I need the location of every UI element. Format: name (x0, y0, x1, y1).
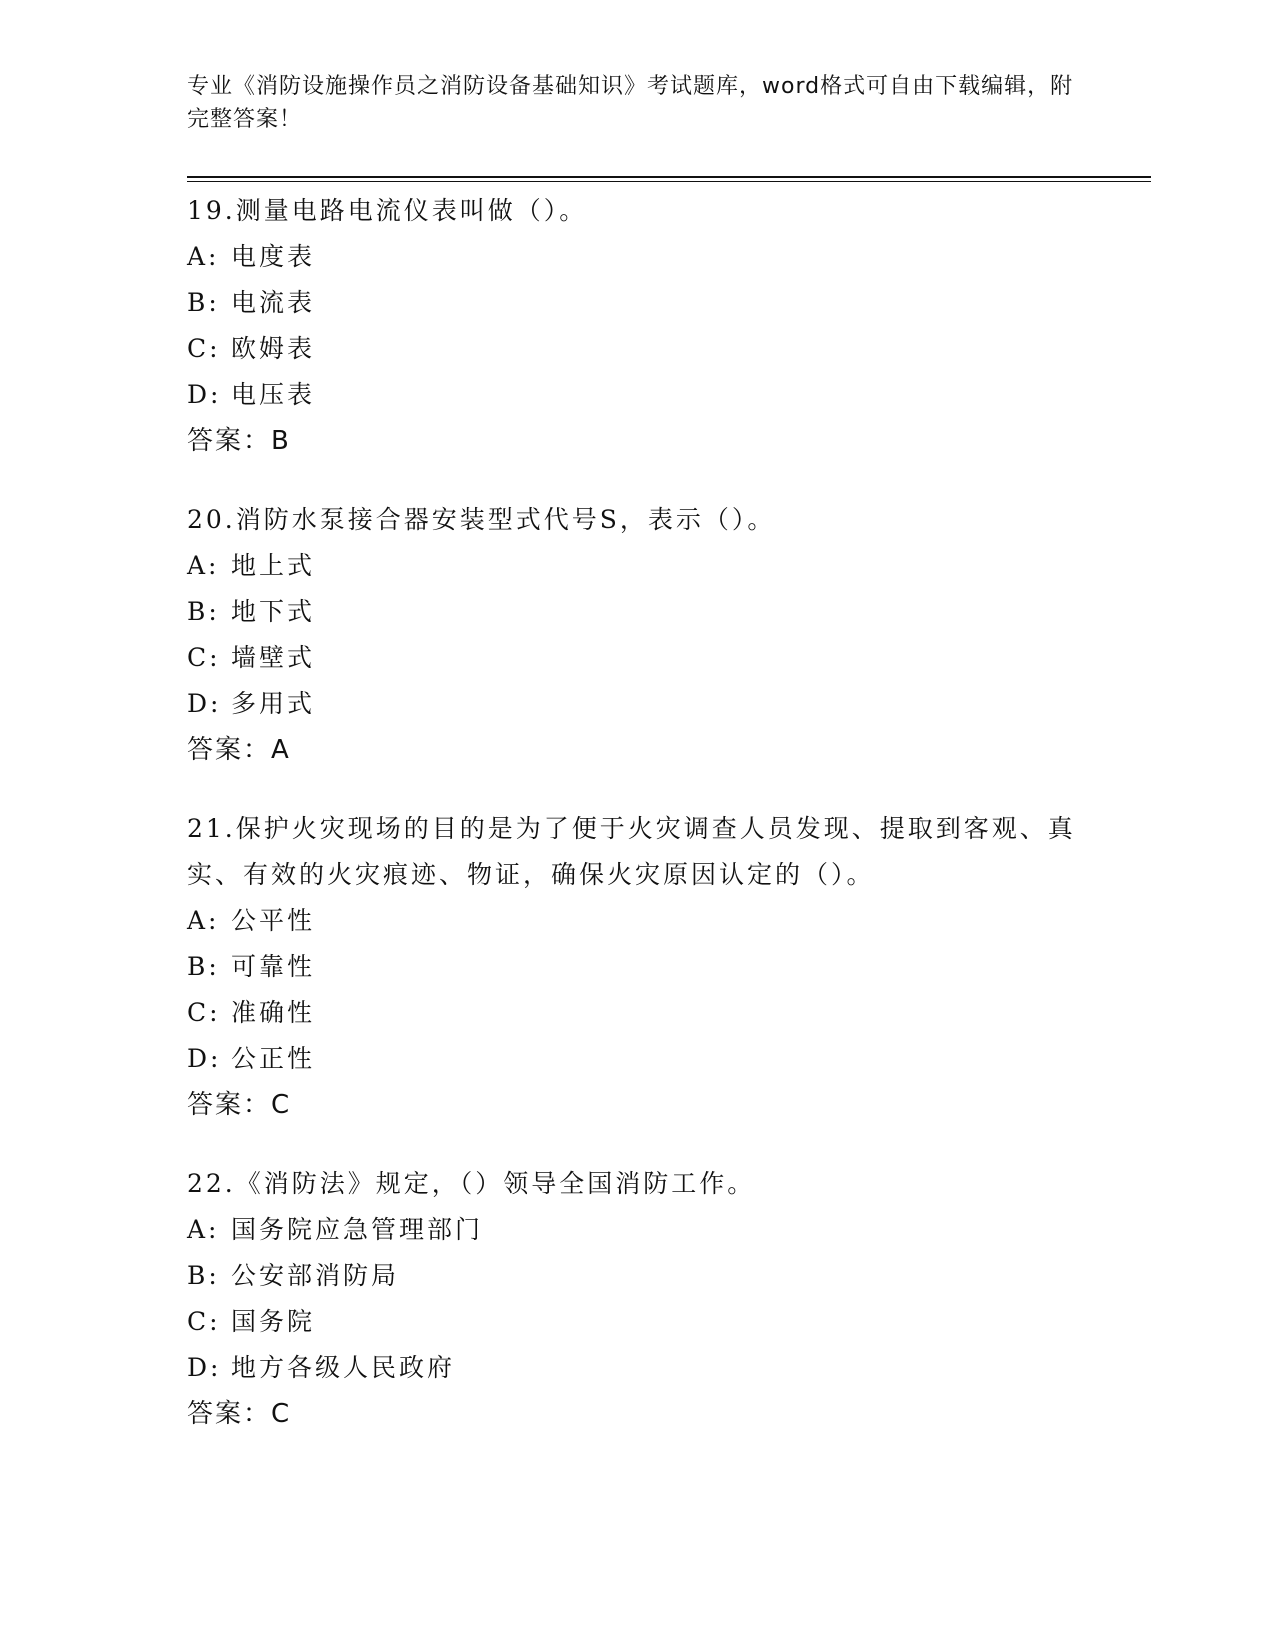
option-letter: C: (187, 334, 221, 363)
option-text: 公平性 (231, 906, 316, 935)
option-a (187, 898, 1087, 944)
question-list (187, 188, 1087, 1470)
option-letter: C: (187, 998, 221, 1027)
option-letter: A: (187, 551, 220, 580)
option-text: 电流表 (231, 288, 316, 317)
question-22 (187, 1161, 1087, 1437)
option-letter: B: (187, 288, 220, 317)
option-text: 地下式 (231, 597, 316, 626)
option-text: 地方各级人民政府 (231, 1353, 456, 1382)
option-text: 公安部消防局 (231, 1261, 400, 1290)
question-stem: 21.保护火灾现场的目的是为了便于火灾调查人员发现、提取到客观、真实、有效的火灾痕迹、物证，确保火灾原因认定的（）。 (187, 814, 1076, 889)
option-b (187, 589, 1087, 635)
option-text: 准确性 (231, 998, 316, 1027)
option-text: 电度表 (231, 242, 316, 271)
answer-line: 答案：B (187, 426, 291, 456)
answer-line: 答案：C (187, 1399, 292, 1429)
option-d (187, 1036, 1087, 1082)
option-b (187, 944, 1087, 990)
option-letter: D: (187, 1044, 222, 1073)
question-stem: 20.消防水泵接合器安装型式代号S，表示（）。 (187, 505, 776, 534)
option-letter: B: (187, 597, 220, 626)
option-a (187, 234, 1087, 280)
option-text: 公正性 (231, 1044, 316, 1073)
option-a (187, 543, 1087, 589)
option-d (187, 1345, 1087, 1391)
option-text: 国务院应急管理部门 (231, 1215, 484, 1244)
option-c (187, 326, 1087, 372)
option-text: 地上式 (231, 551, 316, 580)
option-letter: C: (187, 1307, 221, 1336)
option-text: 国务院 (231, 1307, 316, 1336)
option-b (187, 280, 1087, 326)
option-d (187, 681, 1087, 727)
option-letter: B: (187, 952, 220, 981)
option-c (187, 1299, 1087, 1345)
option-letter: D: (187, 380, 222, 409)
option-letter: D: (187, 1353, 222, 1382)
question-21 (187, 806, 1087, 1128)
option-text: 多用式 (231, 689, 316, 718)
option-c (187, 635, 1087, 681)
option-d (187, 372, 1087, 418)
answer-line: 答案：C (187, 1090, 292, 1120)
option-letter: D: (187, 689, 222, 718)
header-divider-thick (187, 176, 1151, 178)
option-text: 可靠性 (231, 952, 316, 981)
document-header: 专业《消防设施操作员之消防设备基础知识》考试题库，word格式可自由下载编辑，附完整答案！ (187, 74, 1074, 132)
option-letter: A: (187, 906, 220, 935)
option-letter: B: (187, 1261, 220, 1290)
question-stem: 22.《消防法》规定，（）领导全国消防工作。 (187, 1169, 756, 1198)
question-19 (187, 188, 1087, 464)
question-stem: 19.测量电路电流仪表叫做（）。 (187, 196, 588, 225)
option-letter: C: (187, 643, 221, 672)
option-text: 电压表 (231, 380, 316, 409)
option-text: 墙壁式 (231, 643, 316, 672)
header-divider-thin (187, 181, 1151, 182)
option-letter: A: (187, 1215, 220, 1244)
option-c (187, 990, 1087, 1036)
answer-line: 答案：A (187, 735, 291, 765)
option-b (187, 1253, 1087, 1299)
option-letter: A: (187, 242, 220, 271)
question-20 (187, 497, 1087, 773)
option-text: 欧姆表 (231, 334, 316, 363)
option-a (187, 1207, 1087, 1253)
